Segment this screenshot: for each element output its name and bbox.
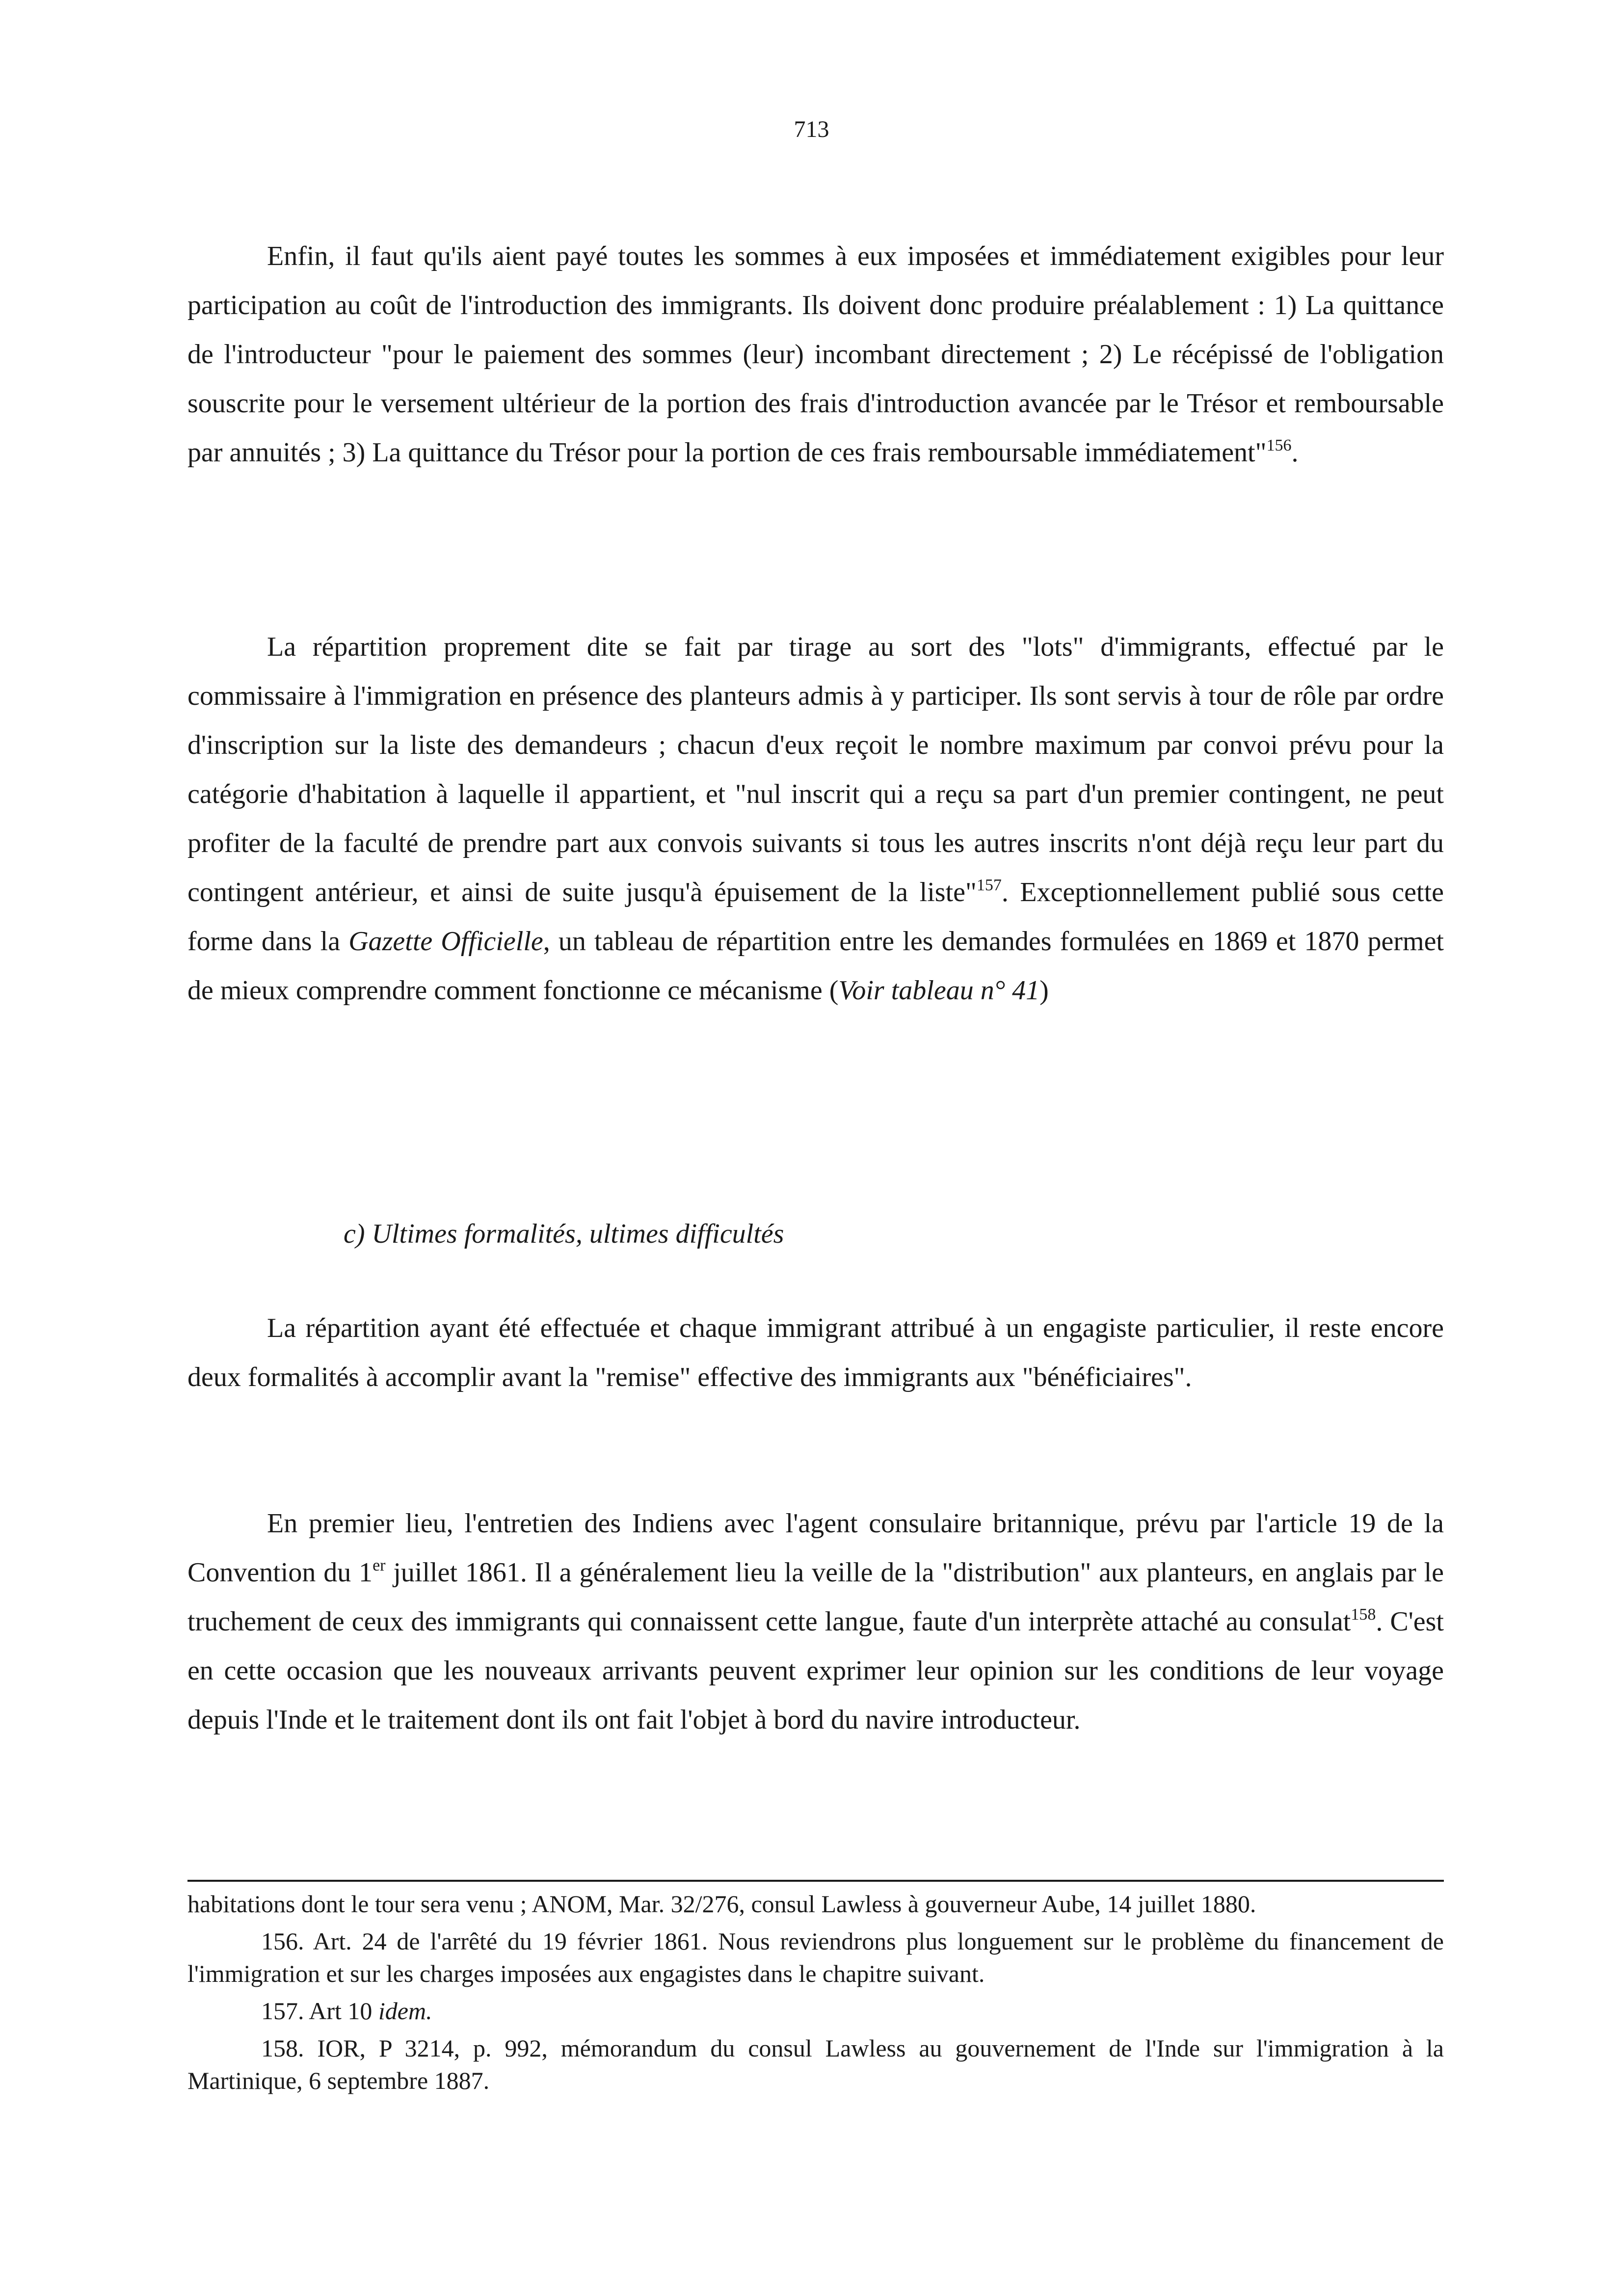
paragraph-text: La répartition proprement dite se fait par tirage au sort des "lots" d'immigrants, effectué par le commissaire à l'immigration en présence des planteurs admis à y participer. Ils sont servis à tour de rôle par ordre d'inscription sur la liste des demandeurs ; chacun d'eux reçoit le nombre maximum par convoi prévu pour la catégorie d'habitation à laquelle il appartient, et "nul inscrit qui a reçu sa part d'un premier contingent, ne peut profiter de la faculté de prendre part aux convois suivants si tous les autres inscrits n'ont déjà reçu leur part du contingent antérieur, et ainsi de suite jusqu'à épuisement de la liste"$^{157}$. Exceptionnellement publié sous cette forme dans la Gazette Officielle, un tableau de répartition entre les demandes formulées en 1869 et 1870 permet de mieux comprendre comment fonctionne ce mécanisme (Voir tableau n° 41)	[187, 632, 1444, 1006]
page-number: 713	[794, 116, 829, 142]
ordinal-superscript: er	[372, 1556, 386, 1575]
paragraph-distribution-lottery	[187, 622, 1444, 1015]
paragraph-formalities	[187, 1304, 1444, 1402]
paragraph-text: En premier lieu, l'entretien des Indiens avec l'agent consulaire britannique, prévu par l'article 19 de la Convention du 1er juillet 1861. Il a généralement lieu la veille de la "distribution" aux planteurs, en anglais par le truchement de ceux des immigrants qui connaissent cette langue, faute d'un interprète attaché au consulat$^{158}$. C'est en cette occasion que les nouveaux arrivants peuvent exprimer leur opinion sur les conditions de leur voyage depuis l'Inde et le traitement dont ils ont fait l'objet à bord du navire introducteur.	[187, 1508, 1444, 1735]
gazette-title: Gazette Officielle	[348, 926, 543, 957]
paragraph-payment-requirements	[187, 232, 1444, 477]
footnote-158: 158. IOR, P 3214, p. 992, mémorandum du consul Lawless au gouvernement de l'Inde sur l'immigration à la Martinique, 6 septembre 1887.	[187, 2034, 1444, 2094]
footnote-157: 157. Art 10 idem.	[261, 1997, 432, 2025]
paragraph-text: La répartition ayant été effectuée et chaque immigrant attribué à un engagiste particulier, il reste encore deux formalités à accomplir avant la "remise" effective des immigrants aux "bénéficiaires".	[187, 1313, 1444, 1392]
paragraph-consular-interview	[187, 1499, 1444, 1744]
footnotes-section	[187, 1888, 1444, 2102]
footnote-divider	[187, 1880, 1444, 1882]
table-reference: Voir tableau n° 41	[838, 975, 1040, 1006]
footnote-156: 156. Art. 24 de l'arrêté du 19 février 1861. Nous reviendrons plus longuement sur le problème du financement de l'immigration et sur les charges imposées aux engagistes dans le chapitre suivant.	[187, 1927, 1444, 1987]
section-heading: c) Ultimes formalités, ultimes difficultés	[344, 1219, 784, 1249]
footnote-ref-156[interactable]: 156	[1266, 436, 1292, 454]
footnote-ref-158[interactable]: 158	[1351, 1605, 1376, 1624]
footnote-ref-157[interactable]: 157	[976, 876, 1002, 894]
paragraph-text: Enfin, il faut qu'ils aient payé toutes les sommes à eux imposées et immédiatement exigibles pour leur participation au coût de l'introduction des immigrants. Ils doivent donc produire préalablement : 1) La quittance de l'introducteur "pour le paiement des sommes (leur) incombant directement ; 2) Le récépissé de l'obligation souscrite pour le versement ultérieur de la portion des frais d'introduction avancée par le Trésor et remboursable par annuités ; 3) La quittance du Trésor pour la portion de ces frais remboursable immédiatement"$^{156}$.	[187, 241, 1444, 468]
footnote-continuation: habitations dont le tour sera venu ; ANOM, Mar. 32/276, consul Lawless à gouverneur Aube, 14 juillet 1880.	[187, 1890, 1256, 1918]
